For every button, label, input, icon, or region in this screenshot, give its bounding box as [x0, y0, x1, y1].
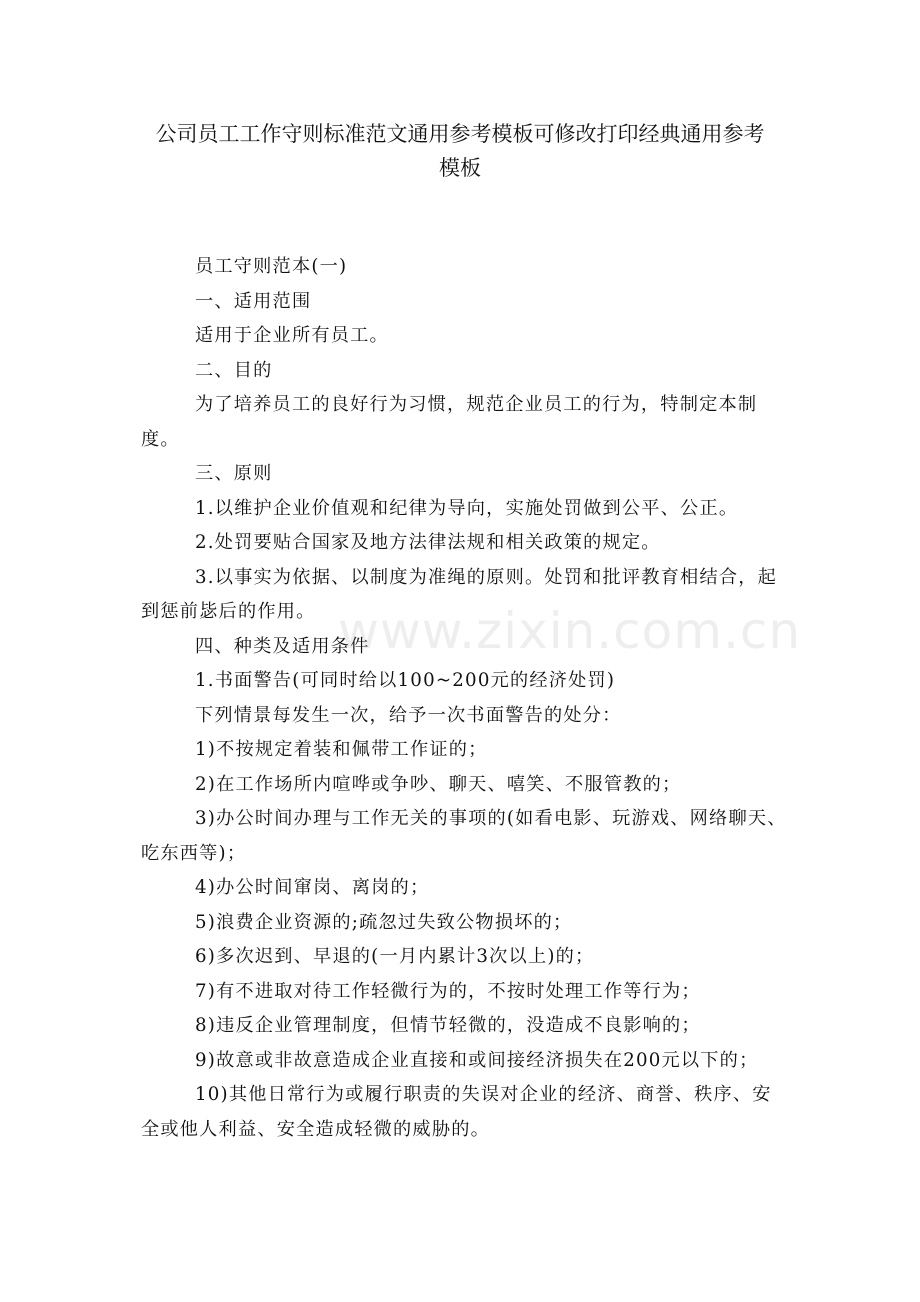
list-item: 2.处罚要贴合国家及地方法律法规和相关政策的规定。 [195, 532, 661, 553]
list-item: 3.以事实为依据、以制度为准绳的原则。处罚和批评教育相结合，起到惩前毖后的作用。 [141, 566, 777, 622]
list-item: 2)在工作场所内喧哗或争吵、聊天、嘻笑、不服管教的； [195, 773, 682, 795]
document-body [141, 250, 791, 1147]
watermark-text: www.zixin.com.cn [338, 602, 802, 660]
document-title [130, 117, 790, 185]
list-item: 4)办公时间窜岗、离岗的； [195, 877, 430, 898]
list-item: 10)其他日常行为或履行职责的失误对企业的经济、商誉、秩序、安全或他人利益、安全造成轻微的威胁的。 [141, 1084, 772, 1140]
section-heading: 一、适用范围 [195, 290, 312, 312]
section-heading: 三、原则 [195, 463, 273, 484]
list-item: 1.书面警告(可同时给以100~200元的经济处罚) [195, 670, 616, 691]
title-line-2: 模板 [439, 156, 481, 180]
paragraph: 适用于企业所有员工。 [195, 325, 389, 346]
list-item: 9)故意或非故意造成企业直接和或间接经济损失在200元以下的； [195, 1049, 759, 1071]
list-item: 1)不按规定着装和佩带工作证的； [195, 739, 488, 760]
list-item: 7)有不进取对待工作轻微行为的，不按时处理工作等行为； [195, 980, 701, 1002]
section-heading: 四、种类及适用条件 [195, 635, 370, 657]
paragraph: 为了培养员工的良好行为习惯，规范企业员工的行为，特制定本制度。 [141, 394, 758, 450]
section-heading: 员工守则范本(一) [195, 256, 348, 277]
paragraph: 下列情景每发生一次，给予一次书面警告的处分： [195, 704, 622, 726]
title-line-1: 公司员工工作守则标准范文通用参考模板可修改打印经典通用参考 [155, 122, 765, 146]
section-heading: 二、目的 [195, 359, 273, 381]
list-item: 5)浪费企业资源的;疏忽过失致公物损坏的； [195, 911, 573, 933]
list-item: 6)多次迟到、早退的(一月内累计3次以上)的； [195, 946, 595, 967]
list-item: 1.以维护企业价值观和纪律为导向，实施处罚做到公平、公正。 [195, 497, 739, 519]
list-item: 3)办公时间办理与工作无关的事项的(如看电影、玩游戏、网络聊天、吃东西等)； [141, 808, 787, 864]
list-item: 8)违反企业管理制度，但情节轻微的，没造成不良影响的； [195, 1015, 701, 1036]
